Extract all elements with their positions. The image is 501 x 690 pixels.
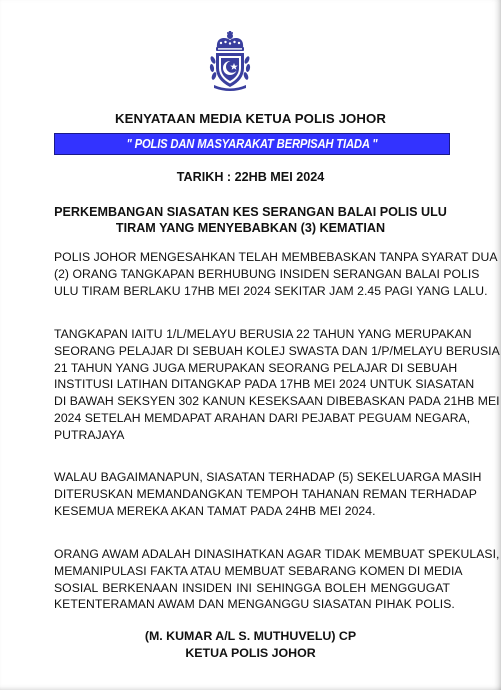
signatory-title: KETUA POLIS JOHOR [185, 646, 316, 660]
paragraph-line: POLIS JOHOR MENGESAHKAN TELAH MEMBEBASKAN TANPA SYARAT DUA [54, 250, 498, 264]
paragraph-line: SEORANG PELAJAR DI SEBUAH KOLEJ SWASTA DAN 1/P/MELAYU BERUSIA [54, 343, 500, 358]
motto-banner [54, 133, 450, 155]
paragraph-line: ORANG AWAM ADALAH DINASIHATKAN AGAR TIDAK MEMBUAT SPEKULASI, [54, 547, 500, 561]
subject-line-1: PERKEMBANGAN SIASATAN KES SERANGAN BALAI POLIS ULU [54, 205, 447, 219]
paragraph-line: DI BAWAH SEKSYEN 302 KANUN KESEKSAAN DIBEBASKAN PADA 21HB MEI [54, 394, 500, 409]
paragraph-2 [54, 326, 500, 444]
paragraph-3 [54, 469, 482, 519]
release-date: TARIKH : 22HB MEI 2024 [176, 170, 325, 184]
paragraph-line: KESEMUA MEREKA AKAN TAMAT PADA 24HB MEI 2024. [54, 503, 376, 518]
paragraph-line: SOSIAL BERKENAAN INSIDEN INI SEHINGGA BOLEH MENGGUGAT [54, 580, 450, 595]
paragraph-line: TANGKAPAN IAITU 1/L/MELAYU BERUSIA 22 TAHUN YANG MERUPAKAN [54, 327, 472, 341]
paragraph-1 [54, 249, 498, 299]
subject-line-2: TIRAM YANG MENYEBABKAN (3) KEMATIAN [115, 221, 386, 235]
signatory-name: (M. KUMAR A/L S. MUTHUVELU) CP [144, 629, 357, 643]
paragraph-line: KETENTERAMAN AWAM DAN MENGANGGU SIASATAN PIHAK POLIS. [54, 597, 455, 612]
paragraph-line: PUTRAJAYA [54, 427, 125, 442]
paragraph-line: (2) ORANG TANGKAPAN BERHUBUNG INSIDEN SERANGAN BALAI POLIS [54, 266, 480, 281]
paragraph-line: 21 TAHUN YANG JUGA MERUPAKAN SEORANG PELAJAR DI SEBUAH [54, 360, 458, 375]
paragraph-line: INSTITUSI LATIHAN DITANGKAP PADA 17HB MEI 2024 UNTUK SIASATAN [54, 377, 475, 392]
paragraph-line: ULU TIRAM BERLAKU 17HB MEI 2024 SEKITAR JAM 2.45 PAGI YANG LALU. [54, 283, 488, 298]
paragraph-line: MEMANIPULASI FAKTA ATAU MEMBUAT SEBARANG KOMEN DI MEDIA [54, 563, 463, 578]
paragraph-line: DITERUSKAN MEMANDANGKAN TEMPOH TAHANAN REMAN TERHADAP [54, 486, 477, 501]
paragraph-line: 2024 SETELAH MEMDAPAT ARAHAN DARI PEJABAT PEGUAM NEGARA, [54, 410, 471, 425]
paragraph-4 [54, 546, 500, 613]
royal-malaysia-police-crest-icon [205, 30, 255, 92]
motto-text: " POLIS DAN MASYARAKAT BERPISAH TIADA " [126, 137, 378, 151]
paragraph-line: WALAU BAGAIMANAPUN, SIASATAN TERHADAP (5) SEKELUARGA MASIH [54, 470, 482, 484]
page-title: KENYATAAN MEDIA KETUA POLIS JOHOR [115, 111, 386, 126]
subject-heading [0, 204, 501, 236]
